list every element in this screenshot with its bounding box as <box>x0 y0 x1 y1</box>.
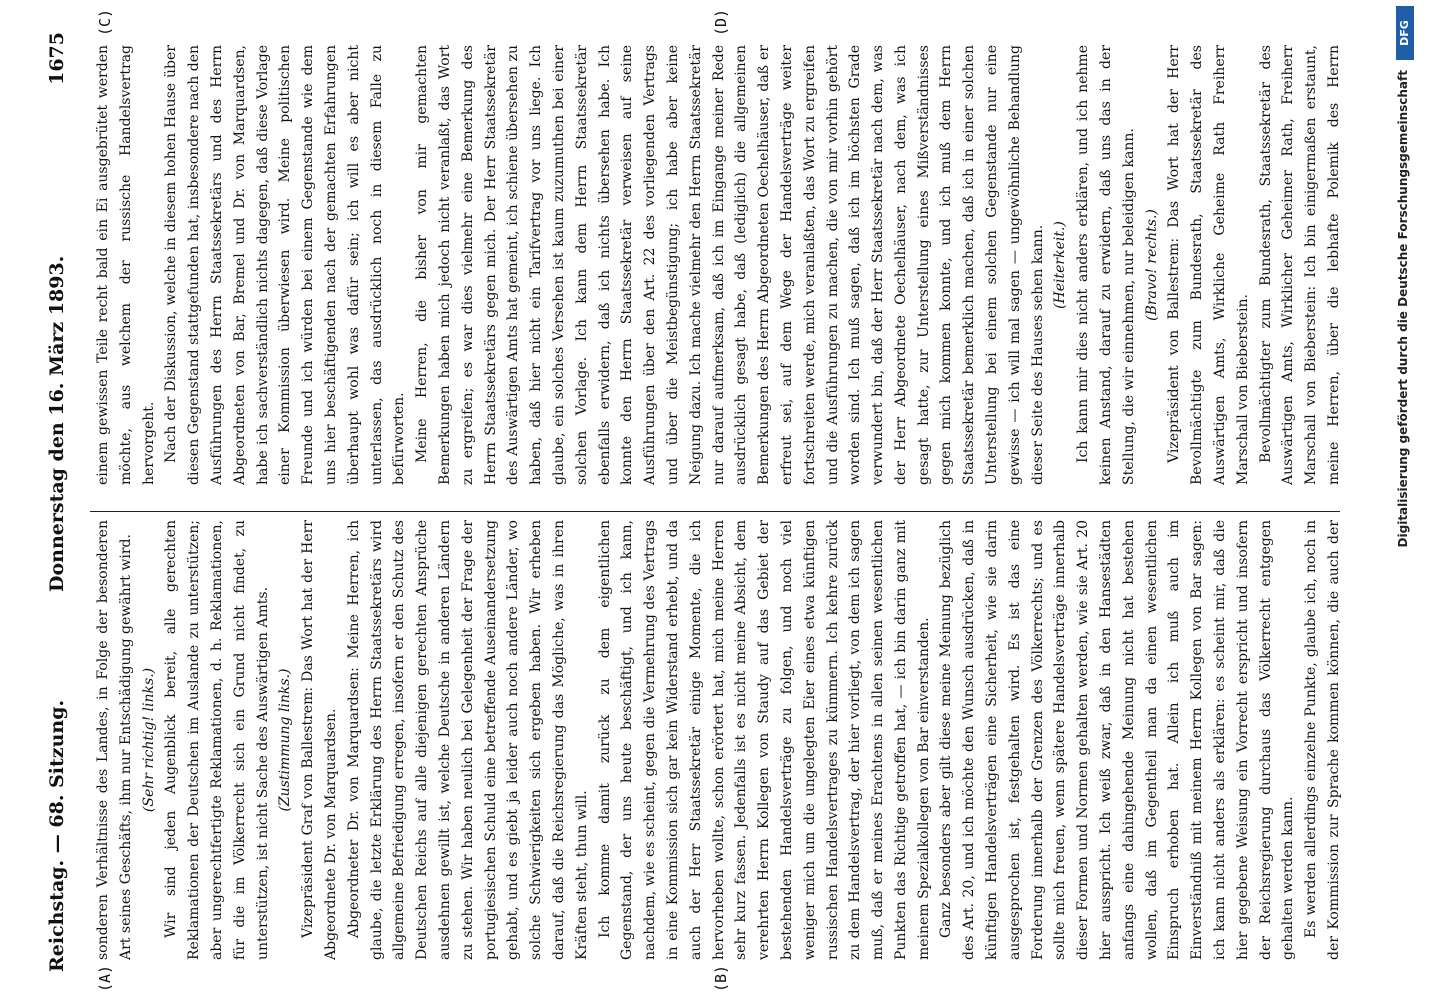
digitization-footer <box>1390 0 1420 1000</box>
speaker-announcement: Vizepräsident Graf von Ballestrem: Das Wort hat der Herr Abgeordnete Dr. von Marquardsen. <box>300 520 339 960</box>
speech-paragraph: Ganz besonders aber gilt diese meine Meinung bezüglich des Art. 20, und ich möchte den Wunsch ausdrücken, daß in künftigen Handelsverträgen eine Sicherheit, wie sie darin ausgesprochen ist, festgehalten wird. Es ist das eine Forderung innerhalb der Grenzen des Völkerrechts; und es sollte mich freuen, wenn spätere Handelsverträge innerhalb dieser Formen und Normen gehalten werden, wie sie Art. 20 hier ausspricht. Ich weiß zwar, daß in den Hansestädten anfangs eine dahingehende Meinung nicht hat bestehen wollen, daß im Gegentheil man da einen wesentlichen Einspruch erhoben hat. Allein ich muß auch im Einverständniß mit meinem Herrn Kollegen von Bar sagen: ich kann nicht anders als erklären: es scheint mir, daß die hier gegebene Weisung ein Vorrecht erspricht und insofern der Reichsregierung durchaus das Völkerrecht entgegen gehalten werden kann. <box>938 520 1297 960</box>
header-date: Donnerstag den 16. März 1893. <box>46 255 68 592</box>
interjection: (Bravo! rechts.) <box>1143 209 1160 321</box>
speech-paragraph: Ich komme damit zurück zu dem eigentlichen Gegenstand, der uns heute beschäftigt, und ich kann, nachdem, wie es scheint, gegen die Vermehrung des Vertrags in eine Kommission sich gar kein Widerstand erhebt, und da auch der Herr Staatssekretär einige Momente, die ich hervorheben wollte, schon erörtert hat, mich meine Herren sehr kurz fassen. Jedenfalls ist es nicht meine Absicht, dem verehrten Herrn Kollegen von Staudy auf das Gebiet der bestehenden Handelsverträge zu folgen, und noch viel weniger mich um die ungelegten Eier eines etwa künftigen russischen Handelsvertrages zu kümmern. Ich kehre zurück zu dem Handelsvertrag, der hier vorliegt, von dem ich sagen muß, daß er meines Erachtens in allen seinen wesentlichen Punkten das Richtige getroffen hat, — ich bin darin ganz mit meinem Spezialkollegen von Bar einverstanden. <box>596 520 932 960</box>
margin-marker-b: (B) <box>712 964 730 992</box>
interjection: (Heiterkeit.) <box>1052 221 1069 309</box>
dfg-logo: DFG <box>1396 6 1414 60</box>
paragraph: sonderen Verhältnisse des Landes, in Folge der besonderen Art seines Geschäfts, ihm nur Entschädigung gewährt wird. <box>95 520 134 960</box>
margin-marker-a: (A) <box>96 964 114 992</box>
speech-paragraph: Meine Herren, die bisher von mir gemachten Bemerkungen haben mich jedoch nicht veranlaßt, das Wort zu ergreifen; es war dies vielmehr eine Bemerkung des Herrn Staatssekretärs gegen mich. Der Herr Staatssekretär des Auswärtigen Amts hat gemeint, ich schiene übersehen zu haben, daß hier nicht ein Tarifvertrag vor uns liege. Ich glaube, ein solches Versehen ist kaum zuzumuthen bei einer solchen Vorlage. Ich kann dem Herrn Staatssekretär ebenfalls erwidern, daß ich nichts übersehen habe. Ich konnte den Herrn Staatssekretär verweisen auf seine Ausführungen über den Art. 22 des vorliegenden Vertrags und über die Meistbegünstigung; ich habe aber keine Neigung dazu. Ich mache vielmehr den Herrn Staatssekretär nur darauf aufmerksam, daß ich im Eingange meiner Rede ausdrücklich gesagt habe, daß (lediglich) die allgemeinen Bemerkungen des Herrn Abgeordneten Oechelhäuser, daß er erfreut sei, auf dem Wege der Handelsverträge weiter fortschreiten werde, mich veranlaßten, das Wort zu ergreifen und die Ausführungen zu machen, die von mir vorhin gehört worden sind. Ich muß sagen, daß ich im höchsten Grade verwundert bin, daß der Herr Staatssekretär nach dem, was der Herr Abgeordnete Oechelhäuser, nach dem, was ich gesagt hatte, zur Unterstellung eines Mißverständnisses gegen mich kommen konnte, und ich muß dem Herrn Staatssekretär bemerklich machen, daß ich in einer solchen Unterstellung bei einem solchen Gegenstande nur eine gewisse — ich will mal sagen — ungewöhnliche Behandlung dieser Seite des Hauses sehen kann. <box>414 45 1046 485</box>
speech-paragraph: Ich kann mir dies nicht anders erklären, und ich nehme keinen Anstand, darauf zu erwidern, daß uns das in der Stellung, die wir einnehmen, nur beleidigen kann. <box>1075 45 1137 485</box>
margin-marker-c: (C) <box>96 8 114 36</box>
page-header <box>40 32 80 972</box>
speech-paragraph: Es werden allerdings einzelne Punkte, glaube ich, noch in der Kommission zur Sprache kommen können, die auch der <box>1303 520 1342 960</box>
funding-credit: Digitalisierung gefördert durch die Deutsche Forschungsgemeinschaft <box>1396 70 1410 548</box>
left-text-column <box>92 520 1342 960</box>
speech-paragraph: Nach der Diskussion, welche in diesem hohen Hause über diesen Gegenstand stattgefunden hat, insbesondere nach den Ausführungen des Herrn Staatssekretärs und des Herrn Abgeordneten von Bar, Bremel und Dr. von Marquardsen, habe ich sachverständlich nichts dagegen, daß diese Vorlage einer Kommission überwiesen wird. Meine politischen Freunde und ich würden bei einem Gegenstande wie dem uns hier beschäftigenden nach der gemachten Erfahrungen überhaupt wohl was dafür sein; ich will es aber nicht unterlassen, das ausdrücklich noch in diesem Falle zu befürworten. <box>163 45 408 485</box>
header-page-number: 1675 <box>46 32 68 85</box>
speech-paragraph: Bevollmächtigter zum Bundesrath, Staatssekretär des Auswärtigen Amts, Wirklicher Geheimer Rath, Freiherr Marschall von Bieberstein: Ich bin einigermaßen erstaunt, meine Herren, über die lebhafte Polemik des Herrn <box>1257 45 1342 485</box>
header-session-label: Reichstag. — 68. Sitzung. <box>46 699 68 972</box>
column-divider <box>90 511 1340 512</box>
right-text-column <box>92 45 1342 485</box>
speaker-announcement: Vizepräsident von Ballestrem: Das Wort hat der Herr Bevollmächtigte zum Bundesrath, Staatssekretär des Auswärtigen Amts, Wirkliche Geheime Rath Freiherr Marschall von Bieberstein. <box>1166 45 1251 485</box>
speech-paragraph: Abgeordneter Dr. von Marquardsen: Meine Herren, ich glaube, die letzte Erklärung des Herrn Staatssekretärs wird allgemeine Befriedigung erregen, insofern er den Schutz des Deutschen Reichs auf alle diejenigen gerechten Ansprüche ausdehnen gewillt ist, welche Deutsche in anderen Ländern zu stehen. Wir haben neulich bei Gelegenheit der Frage der portugiesischen Schuld eine betreffende Auseinandersetzung gehabt, und es giebt ja leider auch noch andere Länder, wo solche Schwierigkeiten sich ergeben haben. Wir erheben darauf, daß die Reichsregierung das Mögliche, was in ihren Kräften steht, thun will. <box>345 520 590 960</box>
interjection: (Sehr richtig! links.) <box>140 667 157 813</box>
margin-marker-d: (D) <box>712 8 730 36</box>
paragraph: Wir sind jeden Augenblick bereit, alle gerechten Reklamationen der Deutschen im Auslande zu unterstützen; aber ungerechtfertigte Reklamationen, d. h. Reklamationen, für die im Völkerrecht sich ein Grund nicht findet, zu unterstützen, ist nicht Sache des Auswärtigen Amts. <box>163 520 271 960</box>
speech-paragraph: einem gewissen Teile recht bald ein Ei ausgebrütet werden möchte, aus welchem der russische Handelsvertrag hervorgeht. <box>95 45 157 485</box>
interjection: (Zustimmung links.) <box>277 668 294 812</box>
